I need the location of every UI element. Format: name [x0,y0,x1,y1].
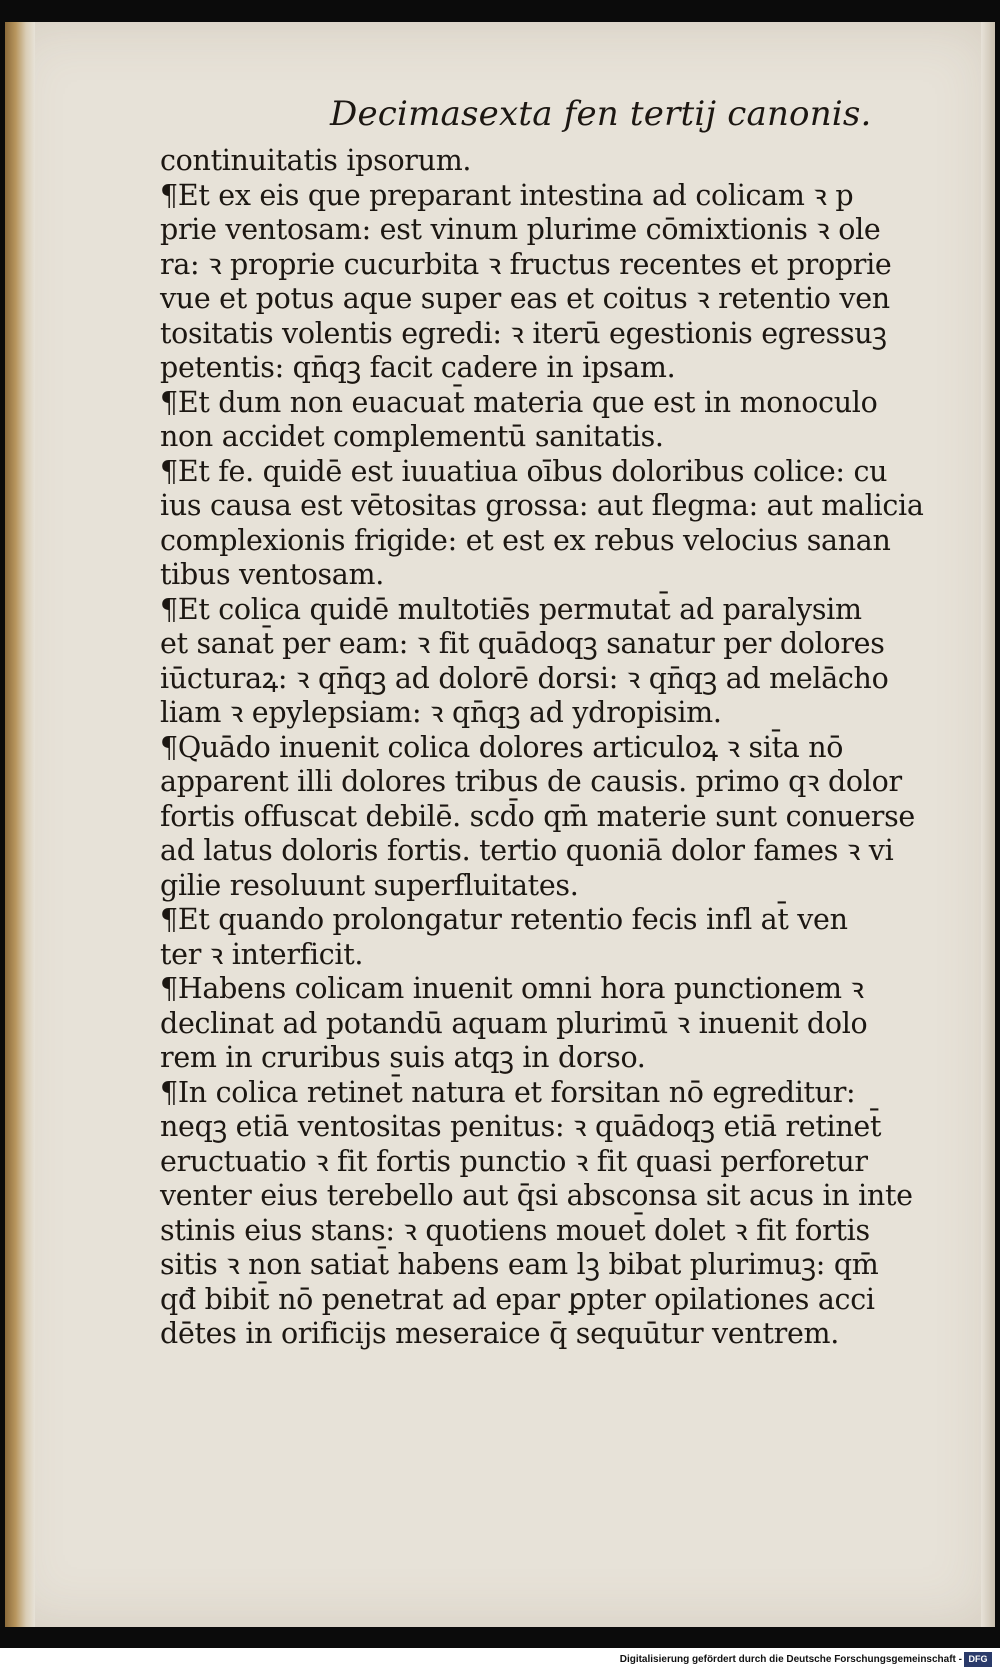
text-line: stinis eius stans: ꝛ quotiens mouet̄ dolet ꝛ fit fortis [160,1213,870,1247]
text-line: ter ꝛ interficit. [160,937,364,971]
binding-edge [5,22,35,1627]
text-line: declinat ad potandū aquam plurimū ꝛ inuenit dolo [160,1006,868,1040]
running-head: Decimasexta fen tertij canonis. [330,94,872,134]
text-line: ¶In colica retinet̄ natura et forsitan nō egreditur: [160,1075,856,1109]
text-line: qđ bibit̄ nō penetrat ad epar ꝑpter opilationes acci [160,1282,875,1316]
text-line: liam ꝛ epylepsiam: ꝛ qn̄qꝫ ad ydropisim. [160,696,722,729]
text-line: petentis: qn̄qꝫ facit cadere in ipsam. [160,351,676,384]
text-line: continuitatis ipsorum. [160,144,472,177]
text-line: dētes in orificijs meseraice q̄ sequūtur ventrem. [160,1317,839,1350]
text-line: eructuatio ꝛ fit fortis punctio ꝛ fit quasi perforetur [160,1144,868,1178]
text-line: ¶Et colica quidē multotiēs permutat̄ ad paralysim [160,592,862,626]
text-line: tositatis volentis egredi: ꝛ iterū egestionis egressuꝫ [160,316,887,350]
text-block [160,144,940,1384]
funding-credit: Digitalisierung gefördert durch die Deutsche Forschungsgemeinschaft - [619,1654,962,1665]
text-line: apparent illi dolores tribus de causis. primo qꝛ dolor [160,765,902,798]
text-line: neqꝫ etiā ventositas penitus: ꝛ quādoqꝫ etiā retinet̄ [160,1110,882,1143]
dfg-logo: DFG [964,1652,992,1667]
text-line: rem in cruribus suis atqꝫ in dorso. [160,1041,646,1074]
text-line: ra: ꝛ proprie cucurbita ꝛ fructus recentes et proprie [160,247,892,281]
text-line: venter eius terebello aut q̄si absconsa sit acus in inte [160,1179,913,1212]
text-line: complexionis frigide: et est ex rebus velocius sanan [160,523,891,557]
text-line: ¶Et ex eis que preparant intestina ad colicam ꝛ p [160,178,854,212]
text-line: ¶Habens colicam inuenit omni hora punctionem ꝛ [160,972,864,1005]
text-line: ¶Et fe. quidē est iuuatiua oībus doloribus colice: cu [160,454,888,488]
text-line: vue et potus aque super eas et coitus ꝛ retentio ven [160,282,890,315]
text-line: prie ventosam: est vinum plurime cōmixtionis ꝛ ole [160,213,881,246]
text-line: tibus ventosam. [160,558,384,591]
text-line: et sanat̄ per eam: ꝛ fit quādoqꝫ sanatur per dolores [160,627,885,660]
text-line: gilie resoluunt superfluitates. [160,868,579,902]
text-line: ¶Et dum non euacuat̄ materia que est in monoculo [160,385,878,419]
text-line: fortis offuscat debilē. scd̄o qm̄ materie sunt conuerse [160,799,915,833]
text-line: ¶Et quando prolongatur retentio fecis infl at̄ ven [160,903,848,936]
text-line: non accidet complementū sanitatis. [160,420,664,453]
text-line: iūcturaꝝ: ꝛ qn̄qꝫ ad dolorē dorsi: ꝛ qn̄qꝫ ad melācho [160,661,889,695]
text-line: ius causa est vētositas grossa: aut flegma: aut malicia [160,489,924,522]
text-line: ¶Quādo inuenit colica dolores articuloꝝ ꝛ sit̄a nō [160,730,844,764]
page-right-edge [981,22,995,1627]
text-line: sitis ꝛ non satiat̄ habens eam lꝫ bibat plurimuꝫ: qm̄ [160,1248,879,1281]
text-line: ad latus doloris fortis. tertio quoniā dolor fames ꝛ vi [160,834,894,867]
